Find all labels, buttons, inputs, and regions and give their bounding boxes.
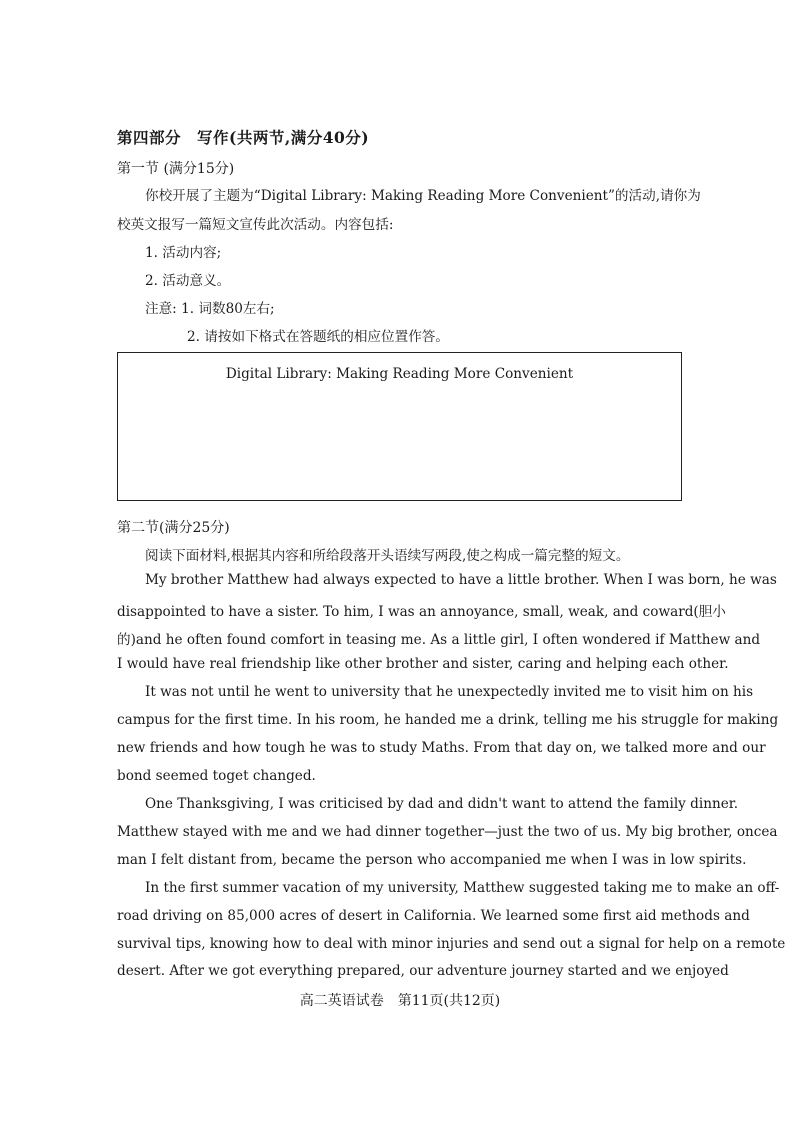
passage-line: disappointed to have a sister. To him, I was an annoyance, small, weak, and coward(胆小 — [117, 604, 726, 620]
section1-prompt-line: 校英文报写一篇短文宣传此次活动。内容包括: — [117, 217, 394, 233]
note-line: 2. 请按如下格式在答题纸的相应位置作答。 — [187, 329, 449, 345]
answer-box-title: Digital Library: Making Reading More Convenient — [225, 366, 574, 382]
passage-line: campus for the first time. In his room, he handed me a drink, telling me his struggle for making — [117, 712, 779, 728]
passage-line: It was not until he went to university that he unexpectedly invited me to visit him on his — [145, 684, 754, 700]
passage-line: bond seemed toget changed. — [117, 768, 316, 784]
section2-title: 第二节(满分25分) — [117, 520, 230, 536]
passage-line: In the first summer vacation of my university, Matthew suggested taking me to make an off- — [145, 880, 780, 896]
section1-title: 第一节 (满分15分) — [117, 161, 235, 177]
passage-line: 的)and he often found comfort in teasing me. As a little girl, I often wondered if Matthew and — [117, 632, 761, 648]
passage-line: Matthew stayed with me and we had dinner together—just the two of us. My big brother, oncea — [117, 824, 778, 840]
page-footer: 高二英语试卷 第11页(共12页) — [299, 993, 501, 1009]
content-item: 1. 活动内容; — [145, 245, 222, 261]
passage-line: desert. After we got everything prepared, our adventure journey started and we enjoyed — [117, 963, 729, 979]
passage-line: One Thanksgiving, I was criticised by dad and didn't want to attend the family dinner. — [145, 796, 739, 812]
passage-line: man I felt distant from, became the person who accompanied me when I was in low spirits. — [117, 852, 747, 868]
passage-line: survival tips, knowing how to deal with minor injuries and send out a signal for help on a remote — [117, 936, 786, 952]
note-line: 注意: 1. 词数80左右; — [145, 301, 275, 317]
passage-line: road driving on 85,000 acres of desert in California. We learned some first aid methods and — [117, 908, 750, 924]
section2-instruction: 阅读下面材料,根据其内容和所给段落开头语续写两段,使之构成一篇完整的短文。 — [145, 548, 630, 564]
content-item: 2. 活动意义。 — [145, 273, 231, 289]
passage-line: new friends and how tough he was to study Maths. From that day on, we talked more and our — [117, 740, 766, 756]
answer-box — [117, 352, 682, 501]
passage-line: My brother Matthew had always expected to have a little brother. When I was born, he was — [145, 572, 777, 588]
section1-prompt-line: 你校开展了主题为“Digital Library: Making Reading More Convenient”的活动,请你为 — [145, 188, 701, 204]
part-title: 第四部分 写作(共两节,满分40分) — [117, 128, 370, 147]
passage-line: I would have real friendship like other brother and sister, caring and helping each other. — [117, 656, 729, 672]
